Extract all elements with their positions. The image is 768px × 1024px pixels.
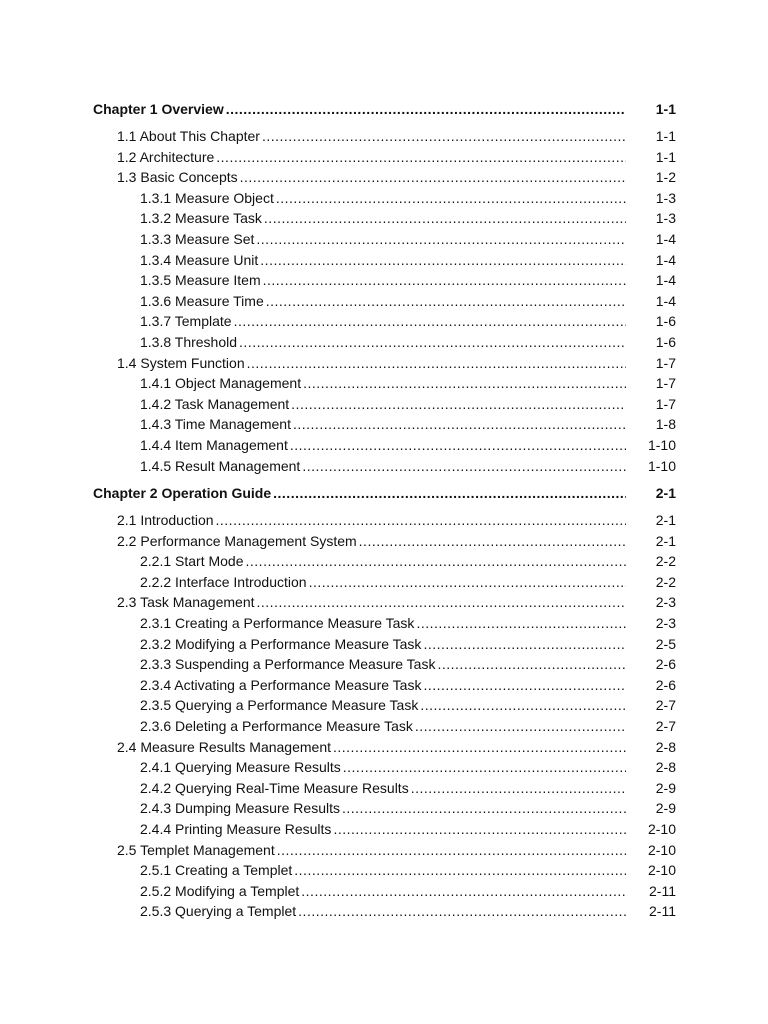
toc-page-number: 1-1 (655, 148, 676, 165)
toc-entry-title: 1.4 System Function (117, 353, 247, 374)
toc-entry-title: 2.5.3 Querying a Templet (140, 901, 298, 922)
toc-entry[interactable] (0, 126, 768, 147)
toc-entry[interactable] (0, 531, 768, 552)
toc-entry[interactable] (0, 675, 768, 696)
toc-dot-leader (260, 250, 626, 271)
toc-entry[interactable] (0, 435, 768, 456)
toc-entry-text (140, 229, 626, 250)
toc-entry[interactable] (0, 147, 768, 168)
toc-entry-title: 1.3.5 Measure Item (140, 270, 263, 291)
toc-entry-title: 2.2.1 Start Mode (140, 551, 246, 572)
toc-entry-title: 2.3.2 Modifying a Performance Measure Task (140, 634, 423, 655)
toc-dot-leader (291, 394, 626, 415)
toc-dot-leader (359, 531, 626, 552)
toc-entry-title: 2.5 Templet Management (117, 840, 277, 861)
toc-entry-text (117, 167, 626, 188)
toc-page-number: 2-11 (649, 882, 676, 899)
toc-entry[interactable] (0, 167, 768, 188)
toc-entry-title: 2.4.3 Dumping Measure Results (140, 798, 342, 819)
toc-entry-title: 1.3.1 Measure Object (140, 188, 276, 209)
toc-page-number: 1-4 (655, 230, 676, 247)
toc-page-number: 2-6 (655, 656, 676, 673)
toc-dot-leader (342, 798, 626, 819)
toc-entry[interactable] (0, 778, 768, 799)
toc-entry-text (140, 675, 626, 696)
toc-dot-leader (420, 695, 626, 716)
toc-page-number: 2-3 (655, 594, 676, 611)
toc-entry[interactable] (0, 250, 768, 271)
toc-page-number: 1-7 (655, 395, 676, 412)
toc-dot-leader (423, 675, 626, 696)
toc-entry-title: 2.3 Task Management (117, 592, 257, 613)
toc-entry[interactable] (0, 654, 768, 675)
toc-entry-title: 2.3.4 Activating a Performance Measure Task (140, 675, 423, 696)
toc-dot-leader (333, 737, 626, 758)
toc-dot-leader (333, 819, 626, 840)
toc-entry-title: 1.1 About This Chapter (117, 126, 262, 147)
toc-entry-title: 1.3.2 Measure Task (140, 208, 264, 229)
toc-entry-text (140, 311, 626, 332)
toc-entry-title: 1.4.2 Task Management (140, 394, 291, 415)
toc-entry-title: 2.2 Performance Management System (117, 531, 359, 552)
toc-dot-leader (276, 188, 626, 209)
toc-page-number: 1-4 (655, 251, 676, 268)
toc-dot-leader (240, 167, 626, 188)
toc-entry-text (117, 510, 626, 531)
toc-dot-leader (263, 270, 626, 291)
toc-entry[interactable] (0, 695, 768, 716)
toc-page-number: 2-7 (655, 697, 676, 714)
toc-entry-title: 2.2.2 Interface Introduction (140, 572, 309, 593)
toc-entry-text (140, 250, 626, 271)
toc-dot-leader (298, 901, 626, 922)
toc-entry[interactable] (0, 901, 768, 922)
toc-entry-text (140, 901, 626, 922)
toc-page-number: 2-5 (655, 635, 676, 652)
table-of-contents (0, 98, 768, 922)
toc-page-number: 2-1 (655, 485, 676, 502)
toc-page-number: 1-10 (647, 436, 676, 453)
toc-entry[interactable] (0, 208, 768, 229)
toc-entry[interactable] (0, 456, 768, 477)
toc-entry-text (140, 572, 626, 593)
toc-entry-title: Chapter 1 Overview (93, 98, 226, 120)
toc-entry[interactable] (0, 881, 768, 902)
toc-entry-title: 1.3.3 Measure Set (140, 229, 256, 250)
toc-page-number: 2-9 (655, 800, 676, 817)
toc-entry-title: 2.5.1 Creating a Templet (140, 860, 294, 881)
toc-entry[interactable] (0, 229, 768, 250)
toc-entry-text (117, 592, 626, 613)
toc-entry[interactable] (0, 572, 768, 593)
toc-page-number: 1-8 (655, 416, 676, 433)
toc-entry[interactable] (0, 332, 768, 353)
toc-entry-text (93, 482, 626, 504)
toc-dot-leader (234, 311, 626, 332)
toc-page-number: 2-9 (655, 779, 676, 796)
toc-page-number: 2-6 (655, 676, 676, 693)
toc-dot-leader (303, 373, 626, 394)
toc-entry-text (117, 840, 626, 861)
toc-dot-leader (239, 332, 626, 353)
toc-page-number: 2-7 (655, 718, 676, 735)
toc-page-number: 2-8 (655, 738, 676, 755)
toc-entry[interactable] (0, 737, 768, 758)
toc-entry-text (140, 613, 626, 634)
toc-page-number: 1-1 (655, 128, 676, 144)
toc-dot-leader (309, 572, 626, 593)
toc-entry[interactable] (0, 291, 768, 312)
toc-dot-leader (264, 208, 626, 229)
toc-entry-title: 2.3.5 Querying a Performance Measure Task (140, 695, 420, 716)
toc-entry-text (140, 208, 626, 229)
toc-page-number: 1-7 (655, 354, 676, 371)
toc-dot-leader (437, 654, 626, 675)
toc-entry[interactable] (0, 311, 768, 332)
toc-entry-text (117, 737, 626, 758)
toc-dot-leader (216, 510, 626, 531)
toc-entry-title: 2.3.6 Deleting a Performance Measure Task (140, 716, 415, 737)
toc-entry[interactable] (0, 798, 768, 819)
toc-page-number: 1-2 (655, 169, 676, 186)
toc-entry-title: Chapter 2 Operation Guide (93, 482, 273, 504)
toc-page-number: 2-11 (649, 903, 676, 920)
toc-entry-title: 2.1 Introduction (117, 510, 216, 531)
toc-dot-leader (302, 456, 626, 477)
toc-entry-text (140, 634, 626, 655)
toc-entry-text (140, 798, 626, 819)
toc-page-number: 2-1 (655, 532, 676, 549)
toc-page-number: 2-8 (655, 759, 676, 776)
toc-entry-title: 2.4 Measure Results Management (117, 737, 333, 758)
toc-entry-title: 2.3.3 Suspending a Performance Measure Task (140, 654, 437, 675)
toc-entry-text (140, 394, 626, 415)
toc-page-number: 2-1 (655, 512, 676, 529)
toc-dot-leader (416, 613, 626, 634)
toc-entry[interactable] (0, 613, 768, 634)
toc-dot-leader (273, 482, 626, 504)
toc-entry-title: 1.4.5 Result Management (140, 456, 302, 477)
toc-dot-leader (256, 229, 626, 250)
toc-entry-text (117, 126, 626, 147)
toc-page-number: 2-2 (655, 573, 676, 590)
toc-dot-leader (290, 435, 626, 456)
toc-dot-leader (415, 716, 626, 737)
toc-entry[interactable] (0, 188, 768, 209)
toc-entry[interactable] (0, 510, 768, 531)
toc-dot-leader (293, 414, 626, 435)
toc-entry-text (140, 716, 626, 737)
toc-entry-title: 1.3.6 Measure Time (140, 291, 266, 312)
toc-entry-text (140, 757, 626, 778)
toc-page-number: 1-3 (655, 210, 676, 227)
toc-entry-title: 1.3.8 Threshold (140, 332, 239, 353)
toc-entry-text (140, 881, 626, 902)
toc-entry-text (140, 695, 626, 716)
toc-entry-text (140, 819, 626, 840)
toc-entry[interactable] (0, 353, 768, 374)
toc-entry-text (140, 654, 626, 675)
toc-entry-text (140, 414, 626, 435)
toc-entry[interactable] (0, 860, 768, 881)
toc-dot-leader (411, 778, 626, 799)
toc-entry-text (140, 435, 626, 456)
toc-entry[interactable] (0, 634, 768, 655)
toc-dot-leader (262, 126, 626, 147)
toc-entry-title: 1.3 Basic Concepts (117, 167, 240, 188)
toc-entry-text (140, 373, 626, 394)
toc-entry-title: 1.4.1 Object Management (140, 373, 303, 394)
toc-page-number: 2-10 (647, 862, 676, 879)
toc-page-number: 1-1 (655, 101, 676, 117)
toc-entry-text (140, 456, 626, 477)
toc-entry-text (117, 531, 626, 552)
toc-entry[interactable] (0, 373, 768, 394)
toc-entry[interactable] (0, 592, 768, 613)
toc-dot-leader (277, 840, 626, 861)
toc-entry[interactable] (0, 394, 768, 415)
toc-page-number: 1-3 (655, 189, 676, 206)
toc-entry[interactable] (0, 819, 768, 840)
toc-entry-text (140, 291, 626, 312)
toc-entry-text (93, 98, 626, 120)
toc-entry-text (140, 551, 626, 572)
toc-entry-title: 1.4.3 Time Management (140, 414, 293, 435)
toc-entry-title: 2.4.4 Printing Measure Results (140, 819, 333, 840)
toc-entry-title: 1.4.4 Item Management (140, 435, 290, 456)
toc-entry[interactable] (0, 716, 768, 737)
toc-entry[interactable] (0, 270, 768, 291)
toc-page-number: 2-3 (655, 615, 676, 632)
toc-entry[interactable] (0, 551, 768, 572)
toc-entry-title: 1.3.4 Measure Unit (140, 250, 260, 271)
toc-entry-title: 2.4.1 Querying Measure Results (140, 757, 343, 778)
toc-entry[interactable] (0, 757, 768, 778)
toc-chapter-entry[interactable] (0, 98, 768, 120)
toc-entry-text (140, 270, 626, 291)
toc-page-number: 2-2 (655, 553, 676, 570)
toc-dot-leader (301, 881, 626, 902)
toc-entry-text (140, 860, 626, 881)
toc-entry-title: 2.5.2 Modifying a Templet (140, 881, 301, 902)
toc-chapter-entry[interactable] (0, 482, 768, 504)
toc-entry-title: 2.4.2 Querying Real-Time Measure Results (140, 778, 411, 799)
toc-page-number: 1-4 (655, 272, 676, 289)
toc-entry-text (117, 353, 626, 374)
toc-page-number: 1-7 (655, 375, 676, 392)
toc-page-number: 1-6 (655, 313, 676, 330)
toc-entry[interactable] (0, 840, 768, 861)
toc-dot-leader (266, 291, 626, 312)
toc-dot-leader (247, 353, 626, 374)
toc-dot-leader (257, 592, 627, 613)
toc-entry-title: 1.2 Architecture (117, 147, 216, 168)
toc-page-number: 2-10 (647, 821, 676, 837)
toc-dot-leader (343, 757, 626, 778)
toc-entry-text (140, 188, 626, 209)
toc-page-number: 1-10 (647, 457, 676, 474)
toc-entry[interactable] (0, 414, 768, 435)
toc-dot-leader (246, 551, 626, 572)
toc-dot-leader (226, 98, 626, 120)
toc-page-number: 1-4 (655, 292, 676, 309)
toc-dot-leader (216, 147, 626, 168)
toc-entry-title: 2.3.1 Creating a Performance Measure Task (140, 613, 416, 634)
toc-entry-text (117, 147, 626, 168)
toc-dot-leader (423, 634, 626, 655)
toc-page-number: 1-6 (655, 333, 676, 350)
toc-entry-text (140, 332, 626, 353)
toc-entry-title: 1.3.7 Template (140, 311, 234, 332)
toc-entry-text (140, 778, 626, 799)
toc-page-number: 2-10 (647, 841, 676, 858)
toc-dot-leader (294, 860, 626, 881)
